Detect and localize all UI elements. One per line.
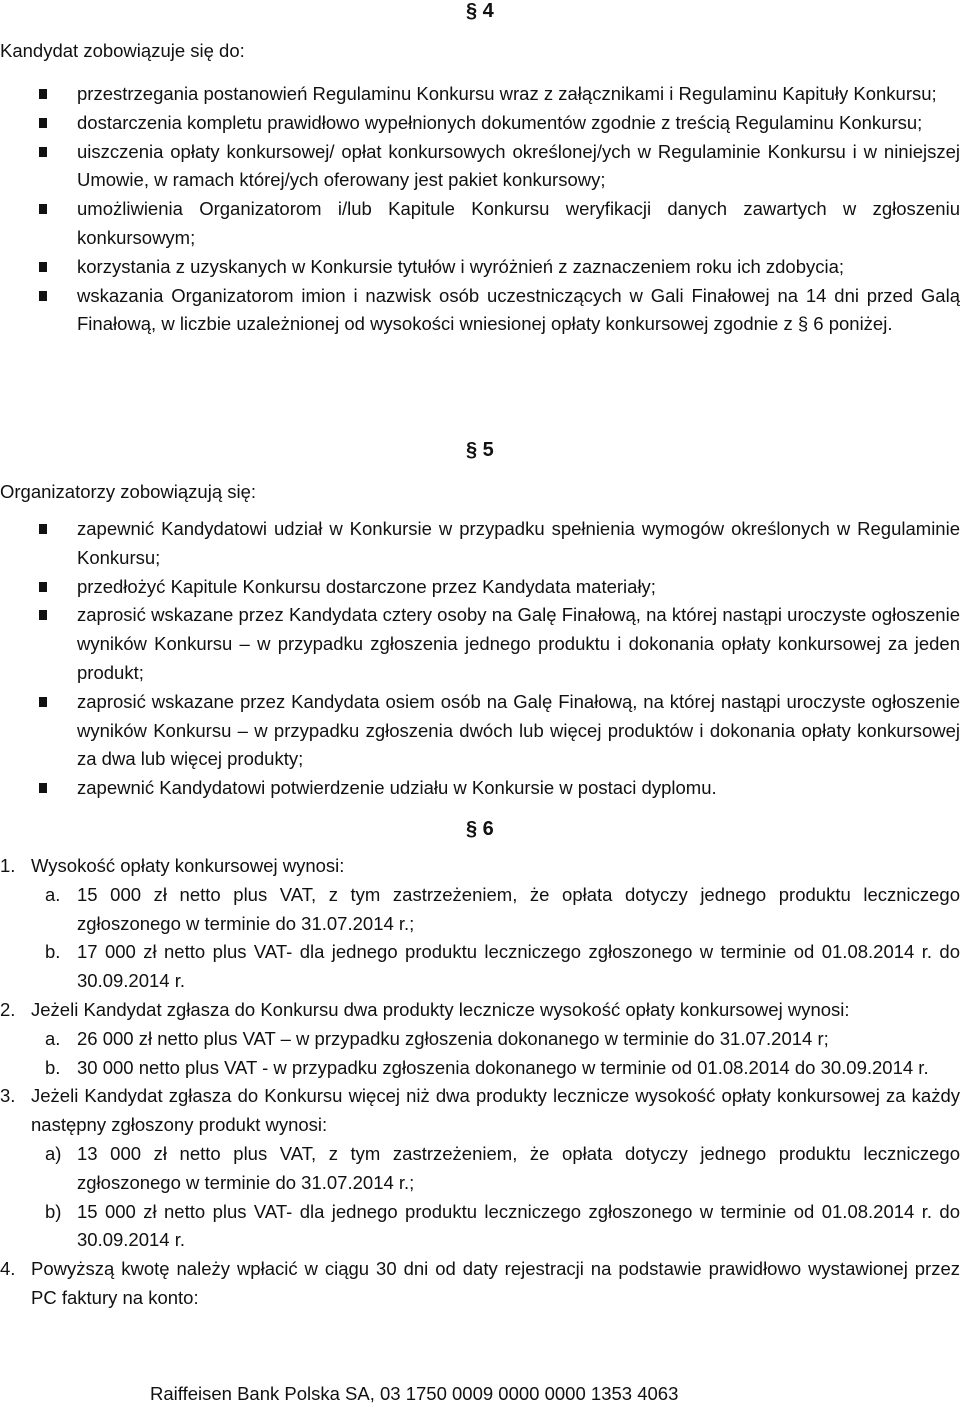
item-text: Jeżeli Kandydat zgłasza do Konkursu dwa produkty lecznicze wysokość opłaty konkursowej wynosi: xyxy=(31,998,850,1020)
sub-item-letter: a. xyxy=(45,1027,61,1049)
section-4-list xyxy=(0,80,960,339)
numbered-item xyxy=(0,1082,960,1255)
sub-item-text: 15 000 zł netto plus VAT- dla jednego produktu leczniczego zgłoszonego w terminie od 01.08.2014 r. do 30.09.2014 r. xyxy=(77,1200,960,1251)
numbered-item xyxy=(0,996,960,1082)
sub-item xyxy=(31,881,960,939)
bank-account: Raiffeisen Bank Polska SA, 03 1750 0009 0000 0000 1353 4063 xyxy=(150,1383,679,1404)
sub-item xyxy=(31,1054,960,1083)
sub-item-text: 17 000 zł netto plus VAT- dla jednego produktu leczniczego zgłoszonego w terminie od 01.08.2014 r. do 30.09.2014 r. xyxy=(77,941,960,992)
sub-item-letter: a) xyxy=(45,1142,62,1164)
sub-item-text: 13 000 zł netto plus VAT, z tym zastrzeżeniem, że opłata dotyczy jednego produktu leczniczego zgłoszonego w terminie do 31.07.2014 r.; xyxy=(77,1142,960,1193)
list-item: dostarczenia kompletu prawidłowo wypełnionych dokumentów zgodnie z treścią Regulaminu Konkursu; xyxy=(0,109,960,138)
section-5-intro: Organizatorzy zobowiązują się: xyxy=(0,481,257,502)
numbered-item xyxy=(0,852,960,996)
section-6-list xyxy=(0,852,960,1313)
sub-item xyxy=(31,1198,960,1256)
sub-item-letter: b) xyxy=(45,1200,62,1222)
section-4-title: § 4 xyxy=(466,0,494,22)
section-6-title: § 6 xyxy=(466,818,494,840)
sub-item-letter: a. xyxy=(45,883,61,905)
list-item: zaprosić wskazane przez Kandydata cztery osoby na Galę Finałową, na której nastąpi uroczyste ogłoszenie wyników Konkursu – w przypadku zgłoszenia jednego produktu i dokonania opłaty konkursowej za jeden produkt; xyxy=(0,601,960,687)
item-number: 4. xyxy=(0,1258,16,1280)
sub-item-text: 26 000 zł netto plus VAT – w przypadku zgłoszenia dokonanego w terminie do 31.07.2014 r; xyxy=(77,1027,829,1049)
numbered-item xyxy=(0,1255,960,1313)
sub-item xyxy=(31,1140,960,1198)
list-item: wskazania Organizatorom imion i nazwisk osób uczestniczących w Gali Finałowej na 14 dni przed Galą Finałową, w liczbie uzależnionej od wysokości wniesionej opłaty konkursowej zgodnie z § 6 poniżej. xyxy=(0,282,960,340)
sub-list xyxy=(31,881,960,996)
section-5-list xyxy=(0,515,960,803)
item-text: Wysokość opłaty konkursowej wynosi: xyxy=(31,855,345,876)
section-5-title: § 5 xyxy=(466,439,494,461)
sub-item xyxy=(31,1025,960,1054)
sub-list xyxy=(31,1140,960,1255)
item-number: 2. xyxy=(0,998,16,1020)
sub-item-letter: b. xyxy=(45,941,61,963)
sub-item-text: 15 000 zł netto plus VAT, z tym zastrzeżeniem, że opłata dotyczy jednego produktu leczniczego zgłoszonego w terminie do 31.07.2014 r.; xyxy=(77,883,960,934)
list-item: umożliwienia Organizatorom i/lub Kapitule Konkursu weryfikacji danych zawartych w zgłoszeniu konkursowym; xyxy=(0,195,960,253)
section-4-intro: Kandydat zobowiązuje się do: xyxy=(0,40,245,61)
item-text: Jeżeli Kandydat zgłasza do Konkursu więcej niż dwa produkty lecznicze wysokość opłaty konkursowej za każdy następny zgłoszony produkt wynosi: xyxy=(31,1085,960,1136)
sub-item xyxy=(31,938,960,996)
list-item: zapewnić Kandydatowi potwierdzenie udziału w Konkursie w postaci dyplomu. xyxy=(0,774,960,803)
sub-list xyxy=(31,1025,960,1083)
sub-item-letter: b. xyxy=(45,1056,61,1078)
item-number: 1. xyxy=(0,855,16,876)
list-item: przestrzegania postanowień Regulaminu Konkursu wraz z załącznikami i Regulaminu Kapituły Konkursu; xyxy=(0,80,960,109)
list-item: zapewnić Kandydatowi udział w Konkursie w przypadku spełnienia wymogów określonych w Regulaminie Konkursu; xyxy=(0,515,960,573)
item-number: 3. xyxy=(0,1085,16,1107)
sub-item-text: 30 000 netto plus VAT - w przypadku zgłoszenia dokonanego w terminie od 01.08.2014 do 30.09.2014 r. xyxy=(77,1056,929,1078)
list-item: uiszczenia opłaty konkursowej/ opłat konkursowych określonej/ych w Regulaminie Konkursu i w niniejszej Umowie, w ramach której/ych oferowany jest pakiet konkursowy; xyxy=(0,138,960,196)
list-item: przedłożyć Kapitule Konkursu dostarczone przez Kandydata materiały; xyxy=(0,573,960,602)
list-item: korzystania z uzyskanych w Konkursie tytułów i wyróżnień z zaznaczeniem roku ich zdobycia; xyxy=(0,253,960,282)
item-text: Powyższą kwotę należy wpłacić w ciągu 30 dni od daty rejestracji na podstawie prawidłowo wystawionej przez PC faktury na konto: xyxy=(31,1258,960,1308)
list-item: zaprosić wskazane przez Kandydata osiem osób na Galę Finałową, na której nastąpi uroczyste ogłoszenie wyników Konkursu – w przypadku zgłoszenia dwóch lub więcej produktów i dokonania opłaty konkursowej za dwa lub więcej produkty; xyxy=(0,688,960,774)
